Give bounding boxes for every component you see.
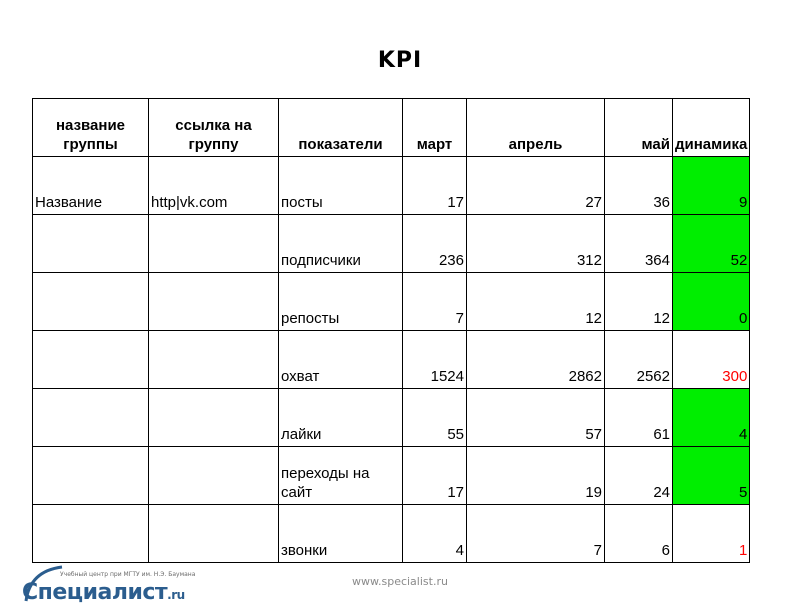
group-link-cell [149,447,279,505]
march-value-cell: 4 [403,505,467,563]
group-link-cell [149,505,279,563]
may-value-cell: 12 [605,273,673,331]
table-row [33,273,750,331]
april-value-cell: 19 [467,447,605,505]
metric-cell: подписчики [279,215,403,273]
may-value-cell: 24 [605,447,673,505]
logo-swoosh-icon [22,561,212,607]
slide-title: KPI [377,48,423,73]
table-row [33,505,750,563]
april-value-cell: 7 [467,505,605,563]
may-value-cell: 364 [605,215,673,273]
metric-cell: переходы на сайт [279,447,403,505]
kpi-table [32,98,750,563]
group-name-cell: Название [33,157,149,215]
march-value-cell: 1524 [403,331,467,389]
group-link-cell [149,389,279,447]
group-link-cell [149,215,279,273]
march-value-cell: 17 [403,157,467,215]
column-header: май [605,99,673,157]
april-value-cell: 2862 [467,331,605,389]
table-row [33,215,750,273]
march-value-cell: 17 [403,447,467,505]
dynamics-value-cell: 5 [673,447,750,505]
dynamics-value-cell: 0 [673,273,750,331]
column-header: ссылка на группу [149,99,279,157]
may-value-cell: 6 [605,505,673,563]
footer-url: www.specialist.ru [352,575,448,588]
march-value-cell: 55 [403,389,467,447]
group-name-cell [33,273,149,331]
april-value-cell: 312 [467,215,605,273]
column-header: динамика [673,99,750,157]
logo-subtitle: Учебный центр при МГТУ им. Н.Э. Баумана [60,571,196,578]
group-link-cell: http|vk.com [149,157,279,215]
column-header: март [403,99,467,157]
group-name-cell [33,215,149,273]
group-link-cell [149,273,279,331]
dynamics-value-cell: 52 [673,215,750,273]
may-value-cell: 61 [605,389,673,447]
may-value-cell: 2562 [605,331,673,389]
table-row [33,157,750,215]
logo-suffix: .ru [167,588,185,602]
april-value-cell: 27 [467,157,605,215]
may-value-cell: 36 [605,157,673,215]
group-name-cell [33,331,149,389]
group-name-cell [33,389,149,447]
column-header: показатели [279,99,403,157]
column-header: название группы [33,99,149,157]
april-value-cell: 57 [467,389,605,447]
dynamics-value-cell: 9 [673,157,750,215]
table-row [33,447,750,505]
table-row [33,389,750,447]
table-row [33,331,750,389]
metric-cell: репосты [279,273,403,331]
column-header: апрель [467,99,605,157]
dynamics-value-cell: 4 [673,389,750,447]
metric-cell: звонки [279,505,403,563]
march-value-cell: 236 [403,215,467,273]
logo-wordmark: Специалист [22,580,168,605]
group-name-cell [33,447,149,505]
dynamics-value-cell: 1 [673,505,750,563]
april-value-cell: 12 [467,273,605,331]
group-link-cell [149,331,279,389]
group-name-cell [33,505,149,563]
dynamics-value-cell: 300 [673,331,750,389]
metric-cell: посты [279,157,403,215]
march-value-cell: 7 [403,273,467,331]
metric-cell: лайки [279,389,403,447]
table-header-row [33,99,750,157]
metric-cell: охват [279,331,403,389]
